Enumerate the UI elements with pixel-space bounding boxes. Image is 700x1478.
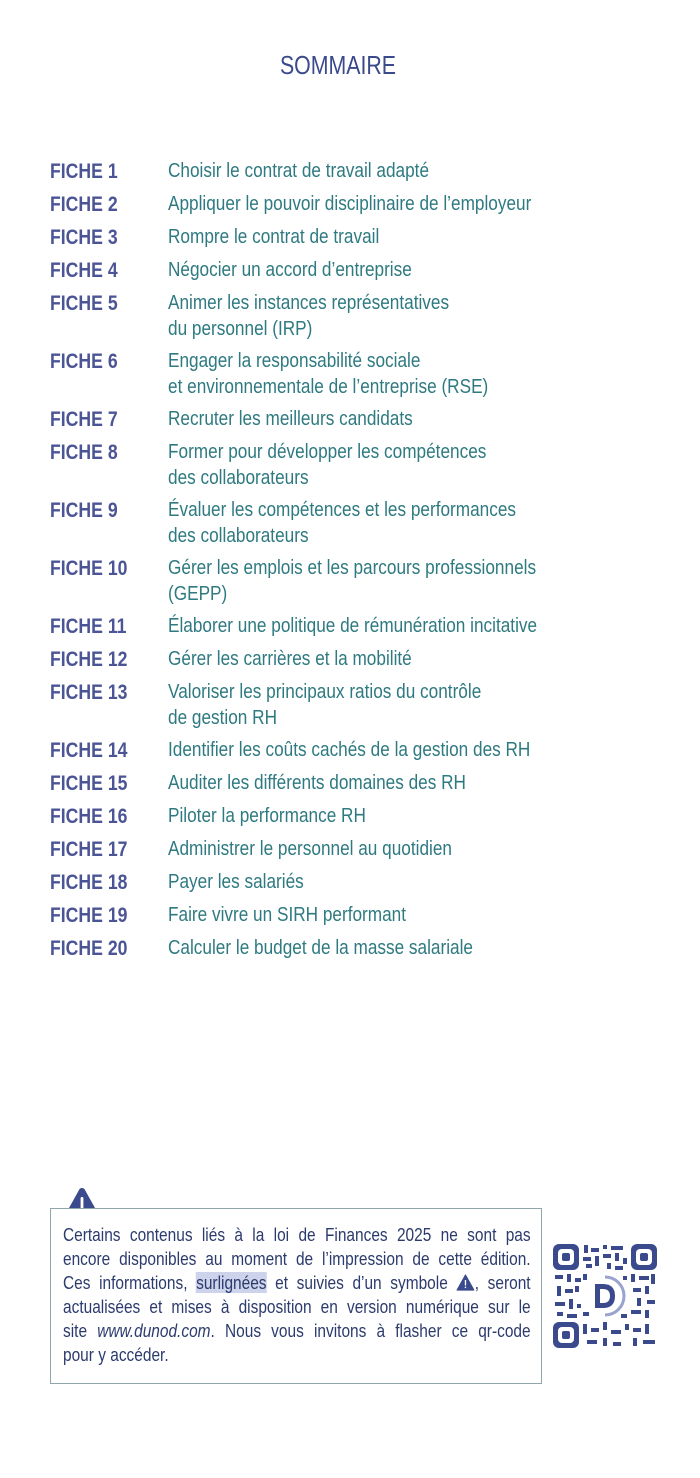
toc-entry-title	[168, 902, 406, 928]
toc-entry-title	[168, 348, 488, 400]
toc-entry-title	[168, 770, 466, 796]
toc-entry-title-line: Former pour développer les compétences	[168, 441, 487, 463]
toc-entry[interactable]	[50, 439, 670, 491]
toc-entry-title-line: Auditer les différents domaines des RH	[168, 772, 466, 794]
toc-entry-label: FICHE 11	[50, 615, 127, 638]
table-of-contents	[50, 158, 670, 968]
toc-entry[interactable]	[50, 555, 670, 607]
toc-entry-title-line: et environnementale de l’entreprise (RSE)	[168, 376, 489, 398]
toc-entry-title-line: Administrer le personnel au quotidien	[168, 838, 452, 860]
toc-entry[interactable]	[50, 646, 670, 673]
toc-entry-title-line: Engager la responsabilité sociale	[168, 350, 421, 372]
toc-entry-label: FICHE 20	[50, 937, 128, 960]
toc-entry-title	[168, 646, 412, 672]
toc-entry-title-line: du personnel (IRP)	[168, 318, 313, 340]
toc-entry-title-line: Payer les salariés	[168, 871, 304, 893]
toc-entry[interactable]	[50, 191, 670, 218]
page-title: SOMMAIRE	[279, 50, 397, 80]
toc-entry-label: FICHE 2	[50, 193, 118, 216]
toc-entry-title	[168, 803, 366, 829]
notice-line: encore disponibles au moment de l’impression de cette édition.	[63, 1248, 531, 1269]
toc-entry-label: FICHE 8	[50, 441, 118, 464]
toc-entry[interactable]	[50, 348, 670, 400]
toc-entry-title-line: Calculer le budget de la masse salariale	[168, 937, 473, 959]
toc-entry-label: FICHE 6	[50, 350, 118, 373]
toc-entry-title-line: des collaborateurs	[168, 525, 309, 547]
notice-line: actualisées et mises à disposition en version numérique sur le	[63, 1296, 531, 1317]
toc-entry[interactable]	[50, 869, 670, 896]
qr-code-icon[interactable]	[553, 1244, 657, 1348]
notice-line	[63, 1271, 531, 1295]
toc-entry-title-line: Gérer les emplois et les parcours professionnels	[168, 557, 537, 579]
toc-entry-title	[168, 737, 530, 763]
toc-entry[interactable]	[50, 257, 670, 284]
notice-text-segment: Ces informations,	[63, 1272, 197, 1293]
toc-entry[interactable]	[50, 613, 670, 640]
toc-entry-title	[168, 191, 531, 217]
toc-entry[interactable]	[50, 935, 670, 962]
notice-text-segment: site	[63, 1320, 98, 1341]
toc-entry[interactable]	[50, 158, 670, 185]
notice-text	[63, 1223, 531, 1367]
toc-entry-title-line: Appliquer le pouvoir disciplinaire de l’employeur	[168, 193, 532, 215]
toc-entry[interactable]	[50, 836, 670, 863]
toc-entry-label: FICHE 10	[50, 557, 128, 580]
notice-line	[63, 1319, 531, 1343]
toc-entry[interactable]	[50, 770, 670, 797]
notice-text-segment: et suivies d’un symbole	[266, 1272, 457, 1293]
toc-entry-label: FICHE 19	[50, 904, 128, 927]
toc-entry[interactable]	[50, 290, 670, 342]
toc-entry-title-line: Choisir le contrat de travail adapté	[168, 160, 430, 182]
toc-entry-title-line: Animer les instances représentatives	[168, 292, 450, 314]
notice-line: Certains contenus liés à la loi de Finances 2025 ne sont pas	[63, 1224, 531, 1245]
toc-entry-title	[168, 613, 537, 639]
toc-entry-label: FICHE 12	[50, 648, 128, 671]
toc-entry-title	[168, 679, 481, 731]
toc-entry-title	[168, 836, 452, 862]
notice-text-segment: , seront	[474, 1272, 531, 1293]
toc-entry-title	[168, 497, 516, 549]
warning-triangle-icon	[456, 1274, 474, 1291]
toc-entry-title	[168, 158, 429, 184]
highlighted-word: surlignées	[196, 1272, 267, 1293]
toc-entry-label: FICHE 18	[50, 871, 128, 894]
toc-entry-title-line: Rompre le contrat de travail	[168, 226, 380, 248]
toc-entry-label: FICHE 4	[50, 259, 118, 282]
toc-entry-label: FICHE 15	[50, 772, 128, 795]
toc-entry-title-line: Négocier un accord d’entreprise	[168, 259, 412, 281]
toc-entry-title	[168, 224, 379, 250]
toc-entry-title-line: des collaborateurs	[168, 467, 309, 489]
toc-entry-title-line: Faire vivre un SIRH performant	[168, 904, 407, 926]
toc-entry-label: FICHE 3	[50, 226, 118, 249]
toc-entry-label: FICHE 7	[50, 408, 118, 431]
notice-line: pour y accéder.	[63, 1344, 169, 1365]
toc-entry-title-line: Évaluer les compétences et les performances	[168, 499, 516, 521]
toc-entry-title	[168, 257, 412, 283]
toc-entry-title-line: Recruter les meilleurs candidats	[168, 408, 413, 430]
toc-entry[interactable]	[50, 497, 670, 549]
toc-entry[interactable]	[50, 902, 670, 929]
toc-entry[interactable]	[50, 406, 670, 433]
toc-entry-title	[168, 869, 304, 895]
toc-entry-title-line: Valoriser les principaux ratios du contrôle	[168, 681, 482, 703]
toc-entry-title	[168, 290, 449, 342]
toc-entry-label: FICHE 5	[50, 292, 118, 315]
toc-entry[interactable]	[50, 803, 670, 830]
toc-entry-title	[168, 439, 486, 491]
toc-entry[interactable]	[50, 224, 670, 251]
toc-entry-label: FICHE 14	[50, 739, 128, 762]
notice-text-segment: . Nous vous invitons à flasher ce qr-code	[210, 1320, 531, 1341]
toc-entry-label: FICHE 13	[50, 681, 128, 704]
toc-entry-title-line: Élaborer une politique de rémunération incitative	[168, 615, 538, 637]
toc-entry-label: FICHE 16	[50, 805, 128, 828]
toc-entry-label: FICHE 1	[50, 160, 118, 183]
toc-entry-title-line: Identifier les coûts cachés de la gestion des RH	[168, 739, 531, 761]
toc-entry-title-line: Piloter la performance RH	[168, 805, 366, 827]
toc-entry-title	[168, 406, 413, 432]
toc-entry-title-line: (GEPP)	[168, 583, 228, 605]
toc-entry[interactable]	[50, 737, 670, 764]
toc-entry-label: FICHE 9	[50, 499, 118, 522]
toc-entry-label: FICHE 17	[50, 838, 128, 861]
toc-entry-title	[168, 555, 536, 607]
notice-box	[50, 1208, 542, 1384]
website-link[interactable]: www.dunod.com	[97, 1320, 211, 1341]
toc-entry-title-line: Gérer les carrières et la mobilité	[168, 648, 412, 670]
toc-entry-title	[168, 935, 473, 961]
toc-entry[interactable]	[50, 679, 670, 731]
toc-entry-title-line: de gestion RH	[168, 707, 278, 729]
